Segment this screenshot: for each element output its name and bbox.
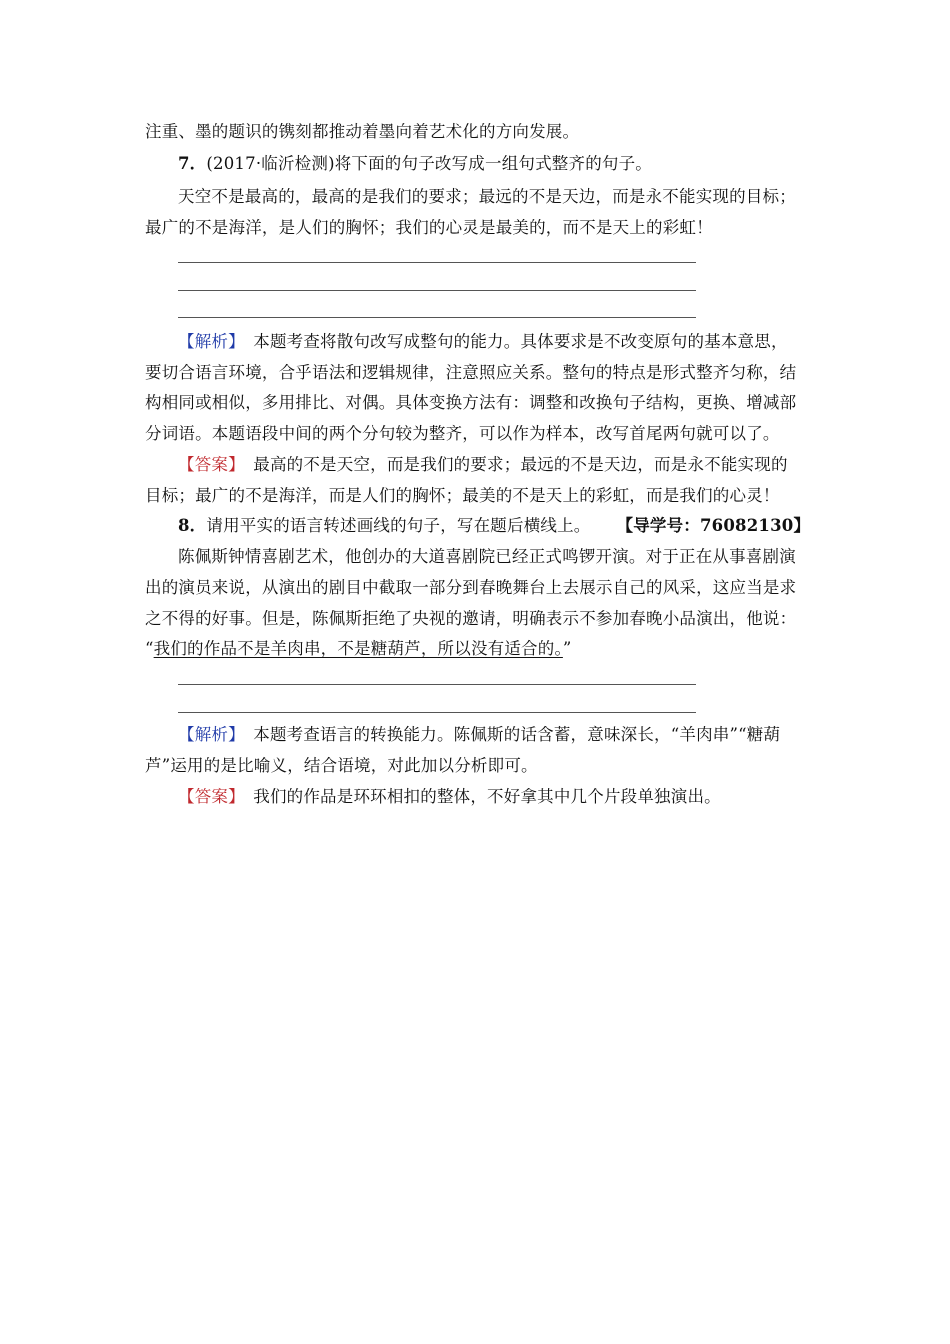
analysis-tag: 【解析】 <box>178 332 237 351</box>
answer-blank-line[interactable] <box>178 262 696 263</box>
question-8-text: 请用平实的语言转述画线的句子，写在题后横线上。 <box>206 516 591 535</box>
underlined-sentence: 我们的作品不是羊肉串，不是糖葫芦，所以没有适合的。 <box>153 639 563 658</box>
question-7-answer-line-2: 目标；最广的不是海洋，而是人们的胸怀；最美的不是天上的彩虹，而是我们的心灵！ <box>145 486 780 505</box>
answer-tag: 【答案】 <box>178 787 237 806</box>
answer-blank-line[interactable] <box>178 712 696 713</box>
question-8-passage-line-1: 陈佩斯钟情喜剧艺术，他创办的大道喜剧院已经正式鸣锣开演。对于正在从事喜剧演 <box>178 547 796 566</box>
question-7-stem <box>178 153 652 175</box>
question-8-stem <box>178 515 810 537</box>
question-7-passage-line-1: 天空不是最高的，最高的是我们的要求；最远的不是天边，而是永不能实现的目标； <box>178 187 796 206</box>
analysis-tag: 【解析】 <box>178 725 237 744</box>
answer-blank-line[interactable] <box>178 317 696 318</box>
question-8-passage-line-3: 之不得的好事。但是，陈佩斯拒绝了央视的邀请，明确表示不参加春晚小品演出，他说： <box>145 609 797 628</box>
question-8-quote: “我们的作品不是羊肉串，不是糖葫芦，所以没有适合的。” <box>145 639 572 658</box>
question-8-answer-line-1: 【答案】 我们的作品是环环相扣的整体，不好拿其中几个片段单独演出。 <box>178 787 721 806</box>
guide-number: 【导学号：76082130】 <box>616 516 811 535</box>
previous-answer-tail: 注重、墨的题识的镌刻都推动着墨向着艺术化的方向发展。 <box>145 122 580 141</box>
question-8-analysis-line-2: 芦”运用的是比喻义，结合语境，对此加以分析即可。 <box>145 756 538 775</box>
question-8-analysis-line-1: 【解析】 本题考查语言的转换能力。陈佩斯的话含蓄，意味深长，“羊肉串”“糖葫 <box>178 725 781 744</box>
question-7-text: (2017·临沂检测)将下面的句子改写成一组句式整齐的句子。 <box>206 154 653 173</box>
question-8-number: 8． <box>178 516 207 535</box>
answer-blank-line[interactable] <box>178 290 696 291</box>
question-7-number: 7． <box>178 154 207 173</box>
question-7-passage-line-2: 最广的不是海洋，是人们的胸怀；我们的心灵是最美的，而不是天上的彩虹！ <box>145 218 713 237</box>
answer-blank-line[interactable] <box>178 684 696 685</box>
question-7-analysis-line-3: 构相同或相似，多用排比、对偶。具体变换方法有：调整和改换句子结构，更换、增减部 <box>145 393 797 412</box>
question-8-passage-line-2: 出的演员来说，从演出的剧目中截取一部分到春晚舞台上去展示自己的风采，这应当是求 <box>145 578 797 597</box>
question-7-analysis-line-1: 【解析】 本题考查将散句改写成整句的能力。具体要求是不改变原句的基本意思， <box>178 332 788 351</box>
question-7-answer-line-1: 【答案】 最高的不是天空，而是我们的要求；最远的不是天边，而是永不能实现的 <box>178 455 788 474</box>
answer-tag: 【答案】 <box>178 455 237 474</box>
question-7-analysis-line-2: 要切合语言环境，合乎语法和逻辑规律，注意照应关系。整句的特点是形式整齐匀称，结 <box>145 363 797 382</box>
question-7-analysis-line-4: 分词语。本题语段中间的两个分句较为整齐，可以作为样本，改写首尾两句就可以了。 <box>145 424 780 443</box>
